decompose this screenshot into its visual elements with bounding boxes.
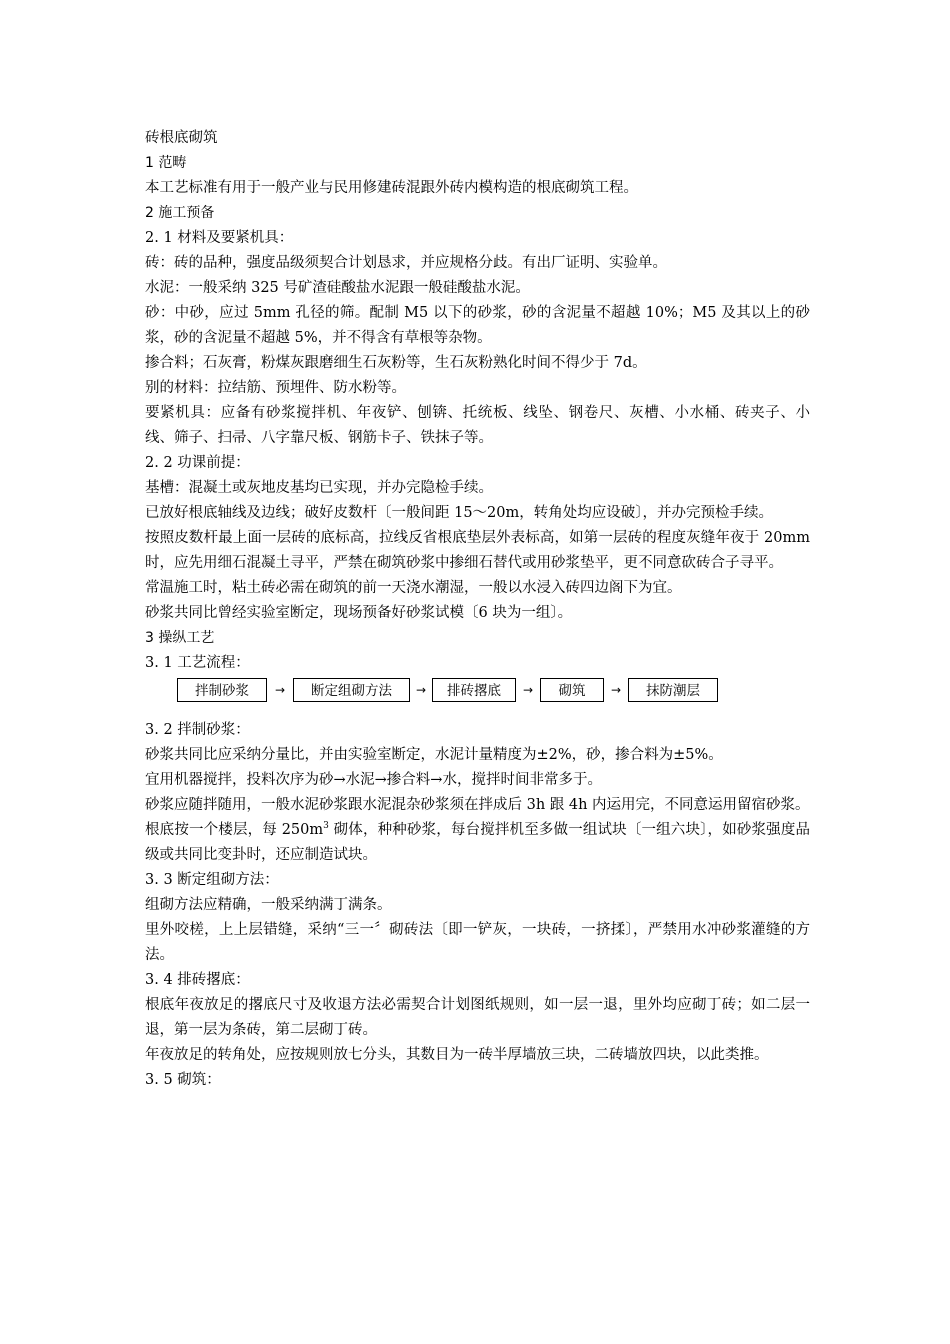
- subsection-heading: 3. 1 工艺流程：: [145, 655, 250, 671]
- flow-arrow-icon: →: [610, 683, 622, 697]
- subsection-heading: 3. 2 拌制砂浆：: [145, 722, 250, 738]
- flow-arrow-icon: →: [274, 683, 286, 697]
- flow-step-determine-bond: 断定组砌方法: [293, 678, 410, 702]
- paragraph: 别的材料：拉结筋、预埋件、防水粉等。: [145, 380, 406, 396]
- subsection-heading: 3. 4 排砖撂底：: [145, 972, 250, 988]
- paragraph: 基槽：混凝土或灰地皮基均已实现，并办完隐检手续。: [145, 480, 493, 496]
- flow-step-damp-proof: 抹防潮层: [628, 678, 718, 702]
- superscript: 3: [323, 821, 329, 832]
- flow-step-mix-mortar: 拌制砂浆: [177, 678, 267, 702]
- subsection-heading: 3. 3 断定组砌方法：: [145, 872, 279, 888]
- paragraph: 年夜放足的转角处，应按规则放七分头，其数目为一砖半厚墙放三块，二砖墙放四块，以此类推。: [145, 1047, 769, 1063]
- document-body: [145, 126, 810, 1093]
- section-1-heading: 1 范畴: [145, 155, 187, 171]
- paragraph: 已放好根底轴线及边线；破好皮数杆〔一般间距 15～20m，转角处均应设破〕，并办完预检手续。: [145, 505, 774, 521]
- paragraph: 本工艺标准有用于一般产业与民用修建砖混跟外砖内模构造的根底砌筑工程。: [145, 180, 638, 196]
- section-2-heading: 2 施工预备: [145, 205, 215, 221]
- text-span: 砌体，种种砂浆，每台搅拌机至多做一组试块〔一组六块〕，如砂浆强度品级或共同比变卦时，还应制造试块。: [145, 822, 810, 863]
- paragraph: 砂浆共同比应采纳分量比，并由实验室断定，水泥计量精度为±2%，砂，掺合料为±5%。: [145, 747, 723, 763]
- process-flow-diagram: [145, 676, 810, 710]
- subsection-heading: 2. 1 材料及要紧机具：: [145, 230, 294, 246]
- flow-arrow-icon: →: [415, 683, 427, 697]
- paragraph: 根底年夜放足的撂底尺寸及收退方法必需契合计划图纸规则，如一层一退，里外均应砌丁砖；如二层一退，第一层为条砖，第二层砌丁砖。: [145, 997, 810, 1038]
- paragraph: 砂浆共同比曾经实验室断定，现场预备好砂浆试模〔6 块为一组〕。: [145, 605, 573, 621]
- subsection-heading: 3. 5 砌筑：: [145, 1072, 221, 1088]
- subsection-heading: 2. 2 功课前提：: [145, 455, 250, 471]
- paragraph: 砖：砖的品种，强度品级须契合计划恳求，并应规格分歧。有出厂证明、实验单。: [145, 255, 667, 271]
- paragraph: 要紧机具：应备有砂浆搅拌机、年夜铲、刨锛、托统板、线坠、钢卷尺、灰槽、小水桶、砖夹子、小线、筛子、扫帚、八字靠尺板、钢筋卡子、铁抹子等。: [145, 405, 810, 446]
- flow-step-masonry: 砌筑: [540, 678, 604, 702]
- paragraph: 组砌方法应精确，一般采纳满丁满条。: [145, 897, 392, 913]
- paragraph: 宜用机器搅拌，投料次序为砂→水泥→掺合料→水，搅拌时间非常多于。: [145, 772, 602, 788]
- paragraph: 掺合料；石灰膏，粉煤灰跟磨细生石灰粉等，生石灰粉熟化时间不得少于 7d。: [145, 355, 647, 371]
- paragraph: 水泥：一般采纳 325 号矿渣硅酸盐水泥跟一般硅酸盐水泥。: [145, 280, 530, 296]
- paragraph: 里外咬槎，上上层错缝，采纳“三一〞砌砖法〔即一铲灰，一块砖，一挤揉〕，严禁用水冲砂浆灌缝的方法。: [145, 922, 810, 963]
- page-title: 砖根底砌筑: [145, 130, 218, 146]
- section-3-heading: 3 操纵工艺: [145, 630, 215, 646]
- paragraph: 常温施工时，粘土砖必需在砌筑的前一天浇水潮湿，一般以水浸入砖四边阁下为宜。: [145, 580, 682, 596]
- paragraph: 砂：中砂，应过 5mm 孔径的筛。配制 M5 以下的砂浆，砂的含泥量不超越 10%；M5 及其以上的砂浆，砂的含泥量不超越 5%，并不得含有草根等杂物。: [145, 305, 810, 346]
- flow-step-layout-bricks: 排砖撂底: [432, 678, 516, 702]
- text-span: 根底按一个楼层，每 250m: [145, 822, 324, 838]
- flow-arrow-icon: →: [522, 683, 534, 697]
- paragraph: [145, 818, 810, 868]
- paragraph: 按照皮数杆最上面一层砖的底标高，拉线反省根底垫层外表标高，如第一层砖的程度灰缝年夜于 20mm 时，应先用细石混凝土寻平，严禁在砌筑砂浆中掺细石替代或用砂浆垫平，更不同意砍砖合子寻平。: [145, 530, 810, 571]
- paragraph: 砂浆应随拌随用，一般水泥砂浆跟水泥混杂砂浆须在拌成后 3h 跟 4h 内运用完，不同意运用留宿砂浆。: [145, 797, 810, 813]
